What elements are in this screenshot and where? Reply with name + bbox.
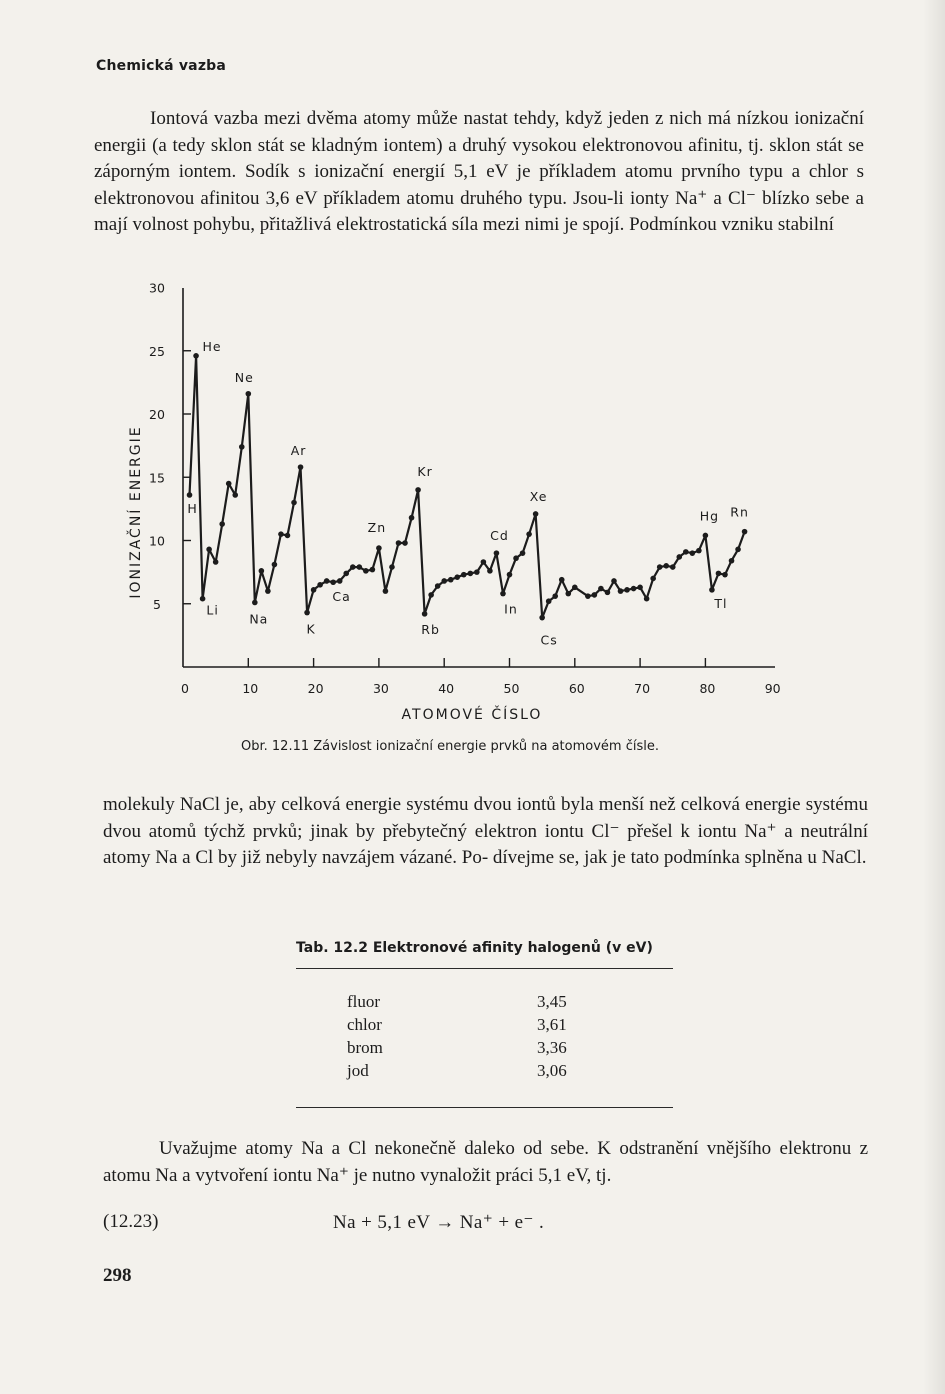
data-point <box>539 615 545 621</box>
data-point <box>285 533 291 539</box>
data-point <box>370 567 376 573</box>
data-point <box>526 531 532 537</box>
data-point <box>520 550 526 556</box>
x-tick-label: 40 <box>438 681 455 696</box>
data-point <box>565 591 571 597</box>
element-label: Kr <box>417 463 433 479</box>
data-point <box>552 593 558 599</box>
halogen-name: brom <box>347 1038 383 1057</box>
table-row <box>347 992 567 1015</box>
data-point <box>324 578 330 584</box>
text-line: přešel k iontu Na⁺ a neutrální atomy Na a Cl by již nebyly navzájem vázané. Po- <box>103 820 868 868</box>
data-point <box>690 550 696 556</box>
text-line: molekuly NaCl je, aby celková energie systému dvou iontů byla menší než celková <box>103 794 746 815</box>
data-point <box>389 564 395 570</box>
element-label: Rb <box>421 621 440 637</box>
data-point <box>468 571 474 577</box>
figure-caption: Obr. 12.11 Závislost ionizační energie prvků na atomovém čísle. <box>241 739 659 754</box>
data-point <box>683 549 689 555</box>
data-point <box>559 577 565 583</box>
x-axis-title: ATOMOVÉ ČÍSLO <box>401 707 543 723</box>
x-tick-label: 60 <box>568 681 585 696</box>
element-label: Hg <box>699 508 720 524</box>
data-point <box>507 572 513 578</box>
data-point <box>513 555 519 561</box>
data-point <box>448 577 454 583</box>
data-point <box>259 568 265 574</box>
equation-body: Na + 5,1 eV → Na⁺ + e⁻ . <box>333 1212 545 1233</box>
halogen-name: jod <box>347 1061 369 1080</box>
data-point <box>415 487 421 493</box>
data-point <box>441 578 447 584</box>
data-point <box>533 511 539 517</box>
data-point <box>709 587 715 593</box>
data-point <box>265 588 271 594</box>
element-label: Rn <box>730 504 749 520</box>
data-point <box>383 588 389 594</box>
data-point <box>291 500 297 506</box>
data-point <box>454 574 460 580</box>
data-point <box>487 568 493 574</box>
data-point <box>605 590 611 596</box>
x-tick-label: 70 <box>634 681 651 696</box>
data-point <box>703 533 709 539</box>
data-point <box>461 572 467 578</box>
data-point <box>409 515 415 521</box>
text-line: elektronovou afinitu, tj. sklon stát se záporným iontem. Sodík s ionizační energií <box>94 134 864 182</box>
text-line: Iontová vazba mezi dvěma atomy může nastat tehdy, když jeden z nich má <box>150 108 737 129</box>
y-tick-label: 30 <box>149 280 165 296</box>
data-point <box>193 353 199 359</box>
data-point <box>272 562 278 568</box>
data-point <box>304 610 310 616</box>
data-point <box>663 563 669 569</box>
equation-number: (12.23) <box>103 1211 159 1232</box>
x-tick-label: 50 <box>503 681 520 696</box>
element-label: Ne <box>234 369 254 385</box>
page-number: 298 <box>103 1265 132 1286</box>
data-point <box>742 529 748 535</box>
element-label: In <box>504 601 518 617</box>
element-label: Li <box>206 602 219 618</box>
data-point <box>637 585 643 591</box>
element-label: Tl <box>714 595 728 611</box>
data-point <box>213 559 219 565</box>
data-point <box>592 592 598 598</box>
data-point <box>735 547 741 553</box>
data-point <box>696 548 702 554</box>
data-point <box>572 585 578 591</box>
data-point <box>481 559 487 565</box>
x-tick-label: 30 <box>372 681 389 696</box>
data-point <box>363 568 369 574</box>
data-point <box>219 521 225 527</box>
table-row <box>347 1038 567 1061</box>
y-tick-label: 10 <box>149 533 165 549</box>
data-point <box>729 558 735 564</box>
element-label: Cd <box>490 528 509 544</box>
data-point <box>428 592 434 598</box>
running-head: Chemická vazba <box>96 58 227 74</box>
x-tick-label: 0 <box>181 681 189 696</box>
data-point <box>206 547 212 553</box>
y-axis-title: IONIZAČNÍ ENERGIE <box>128 425 144 599</box>
data-point <box>298 464 304 470</box>
data-point <box>631 586 637 592</box>
data-point <box>435 583 441 589</box>
affinity-value: 3,06 <box>537 1061 567 1080</box>
data-point <box>376 545 382 551</box>
data-point <box>226 481 232 487</box>
data-point <box>343 571 349 577</box>
element-label: Cs <box>540 632 558 648</box>
element-label: Xe <box>529 488 548 504</box>
x-tick-label: 90 <box>764 681 781 696</box>
halogen-affinity-table <box>347 992 567 1084</box>
text-line: pohybu, přitažlivá elektrostatická síla mezi nimi je spojí. Podmínkou vzniku stabilní <box>193 214 834 235</box>
data-point <box>650 576 656 582</box>
table-row <box>347 1061 567 1084</box>
series-line <box>190 356 745 618</box>
y-tick-label: 20 <box>149 407 165 422</box>
data-point <box>585 593 591 599</box>
data-point <box>598 586 604 592</box>
paragraph-na-cl-apart <box>103 1136 868 1189</box>
data-point <box>716 571 722 577</box>
element-label: H <box>187 500 198 516</box>
data-point <box>474 569 480 575</box>
element-label: Zn <box>367 520 387 536</box>
data-point <box>546 598 552 604</box>
data-point <box>500 591 506 597</box>
table-caption: Tab. 12.2 Elektronové afinity halogenů (v eV) <box>296 940 653 956</box>
data-point <box>618 588 624 594</box>
halogen-name: fluor <box>347 992 381 1011</box>
data-point <box>278 531 284 537</box>
table-top-rule <box>296 968 673 969</box>
x-tick-label: 80 <box>699 681 716 696</box>
data-point <box>350 564 356 570</box>
data-point <box>357 564 363 570</box>
affinity-value: 3,45 <box>537 992 567 1011</box>
table-bottom-rule <box>296 1107 673 1108</box>
text-line: elektronu z atomu Na a vytvoření iontu Na⁺ je nutno vynaložit práci 5,1 eV, tj. <box>103 1138 868 1186</box>
data-point <box>317 582 323 588</box>
text-line: příkladem atomu druhého typu. Jsou-li ionty Na⁺ a Cl⁻ blízko sebe a mají volnost <box>94 187 864 235</box>
text-line: energie systému dvou atomů týchž prvků; jinak by přebytečný elektron iontu Cl⁻ <box>103 794 868 842</box>
data-point <box>246 391 252 397</box>
element-label: He <box>202 338 222 354</box>
data-point <box>402 540 408 546</box>
affinity-value: 3,36 <box>537 1038 567 1057</box>
text-line: Uvažujme atomy Na a Cl nekonečně daleko od sebe. K odstranění vnějšího <box>159 1138 780 1159</box>
element-label: Na <box>249 611 269 627</box>
data-point <box>624 587 630 593</box>
text-line: nízkou ionizační energii (a tedy sklon stát se kladným iontem) a druhý vysokou <box>94 108 864 156</box>
x-tick-label: 10 <box>242 681 259 696</box>
data-point <box>422 611 428 617</box>
paragraph-nacl-condition <box>103 792 868 872</box>
data-point <box>330 579 336 585</box>
data-point <box>187 492 193 498</box>
data-point <box>644 596 650 602</box>
data-point <box>239 444 245 450</box>
affinity-value: 3,61 <box>537 1015 567 1034</box>
data-point <box>200 596 206 602</box>
element-label: K <box>306 621 316 637</box>
data-point <box>337 578 343 584</box>
text-line: 5,1 eV je příkladem atomu prvního typu a chlor s elektronovou afinitou 3,6 eV <box>94 161 864 209</box>
y-tick-label: 25 <box>149 343 165 359</box>
data-point <box>494 550 500 556</box>
data-point <box>611 578 617 584</box>
halogen-name: chlor <box>347 1015 382 1034</box>
data-point <box>722 572 728 578</box>
y-tick-label: 15 <box>149 470 165 486</box>
text-line: dívejme se, jak je tato podmínka splněna u NaCl. <box>492 847 867 868</box>
y-tick-label: 5 <box>153 596 161 612</box>
data-point <box>396 540 402 546</box>
element-label: Ar <box>290 443 307 459</box>
data-point <box>657 564 663 570</box>
table-row <box>347 1015 567 1038</box>
data-point <box>311 587 317 593</box>
data-point <box>252 600 258 606</box>
data-point <box>232 492 238 498</box>
x-tick-label: 20 <box>307 681 324 696</box>
element-label: Ca <box>332 588 351 604</box>
data-point <box>676 554 682 560</box>
data-point <box>670 564 676 570</box>
